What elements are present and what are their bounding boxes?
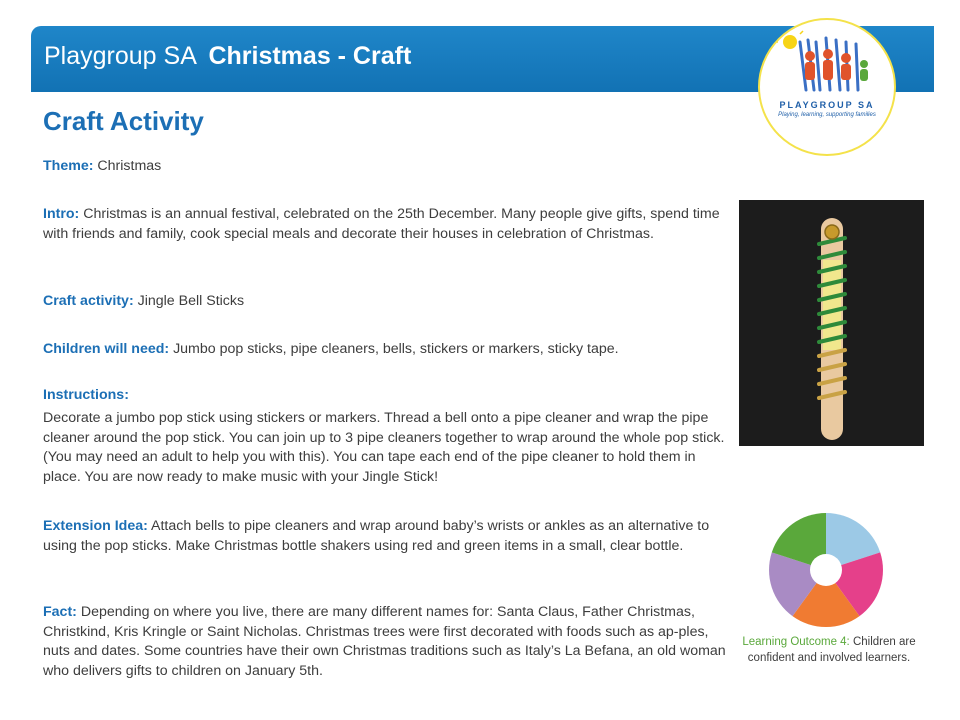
outcomes-wheel-icon [769,513,883,627]
needs-text: Jumbo pop sticks, pipe cleaners, bells, stickers or markers, sticky tape. [173,341,619,357]
header-subtitle: Christmas - Craft [208,42,412,70]
intro-paragraph [43,205,733,244]
intro-text: Christmas is an annual festival, celebrated on the 25th December. Many people give gifts, spend time with friends and family, cook special meals and decorate their houses in celebration of Christmas. [43,206,720,242]
jingle-stick-photo [739,200,924,446]
theme-paragraph [43,157,733,177]
learning-outcomes-wheel [769,513,883,627]
extension-label: Extension Idea: [43,518,148,534]
logo-tagline: Playing, learning, supporting families [778,112,876,118]
extension-text: Attach bells to pipe cleaners and wrap around baby’s wrists or ankles as an alternative to using the pop sticks. Make Christmas bottle shakers using red and green items in a small, clear bottle. [43,518,710,554]
craft-label: Craft activity: [43,293,134,309]
jingle-stick-icon [739,200,924,446]
craft-text: Jingle Bell Sticks [137,293,245,309]
needs-paragraph [43,340,733,360]
craft-paragraph [43,292,733,312]
header-title [44,42,411,71]
theme-text: Christmas [97,158,162,174]
learning-outcome-caption [740,634,918,666]
playgroup-logo [758,18,896,156]
header-org: Playgroup SA [44,42,196,70]
needs-label: Children will need: [43,341,170,357]
fact-label: Fact: [43,604,77,620]
instructions-paragraph [43,409,733,487]
fact-paragraph [43,603,735,681]
intro-label: Intro: [43,206,80,222]
logo-name: PLAYGROUP SA [779,100,875,110]
page-title: Craft Activity [43,106,204,136]
instructions-label: Instructions: [43,387,129,403]
instructions-heading [43,386,733,406]
fact-text: Depending on where you live, there are many different names for: Santa Claus, Father Christmas, Christkind, Kris Kringle or Saint Nicholas. Christmas trees were first decorated with foods such as ap-ples, nuts and dates. Some countries have their own Christmas traditions such as Italy’s La Befana, an old woman who delivers gifts to children on January 5th. [43,604,726,679]
extension-paragraph [43,517,733,556]
outcome-text: Children are confident and involved learners. [747,636,916,664]
outcome-label: Learning Outcome 4: [742,636,850,648]
theme-label: Theme: [43,158,94,174]
instructions-text: Decorate a jumbo pop stick using stickers or markers. Thread a bell onto a pipe cleaner and wrap the pipe cleaner around the pop stick. You can join up to 3 pipe cleaners together to wrap around the whole pop stick. (You may need an adult to help you with this). You can tape each end of the pipe cleaner to hold them in place. You are now ready to make music with your Jingle Stick! [43,410,725,485]
